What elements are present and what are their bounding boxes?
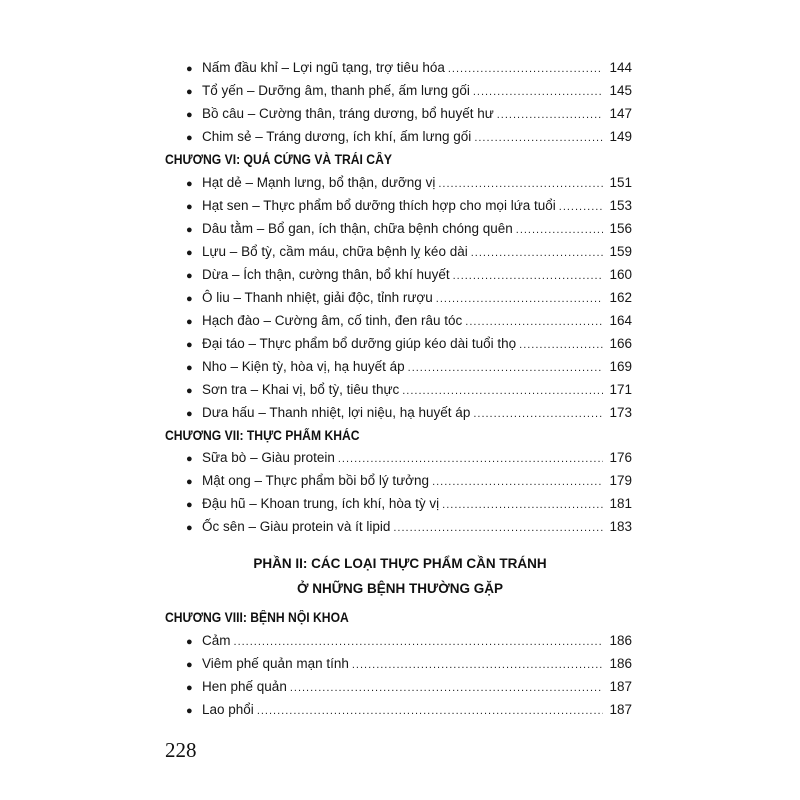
toc-entry <box>186 80 632 102</box>
part-heading-line2: Ở NHỮNG BỆNH THƯỜNG GẶP <box>297 581 503 596</box>
entry-title: Hạt sen – Thực phẩm bổ dưỡng thích hợp cho mọi lứa tuổi <box>202 198 556 213</box>
toc-entry <box>186 379 632 401</box>
entry-title: Ô liu – Thanh nhiệt, giải độc, tỉnh rượu <box>202 290 433 305</box>
toc-entry <box>186 241 632 263</box>
dot-leader <box>473 403 603 425</box>
dot-leader <box>438 173 603 195</box>
entry-page: 147 <box>609 106 632 121</box>
entry-title: Lựu – Bổ tỳ, cầm máu, chữa bệnh lỵ kéo dài <box>202 244 468 259</box>
toc-entry <box>186 356 632 378</box>
page-number: 228 <box>165 738 197 762</box>
toc-entry <box>186 103 632 125</box>
bullet-icon: ● <box>186 659 193 671</box>
toc-entry <box>186 264 632 286</box>
dot-leader <box>352 654 603 676</box>
chapter-heading: CHƯƠNG VIII: BỆNH NỘI KHOA <box>165 610 349 625</box>
dot-leader <box>516 219 603 241</box>
entry-page: 187 <box>609 679 632 694</box>
entry-page: 171 <box>609 382 632 397</box>
dot-leader <box>465 311 603 333</box>
bullet-icon: ● <box>186 682 193 694</box>
dot-leader <box>559 196 603 218</box>
entry-page: 181 <box>609 496 632 511</box>
dot-leader <box>338 448 603 470</box>
entry-title: Nho – Kiện tỳ, hòa vị, hạ huyết áp <box>202 359 405 374</box>
part-heading-line1: PHẦN II: CÁC LOẠI THỰC PHẨM CẦN TRÁNH <box>253 556 547 571</box>
bullet-icon: ● <box>186 636 193 648</box>
bullet-icon: ● <box>186 201 193 213</box>
entry-page: 149 <box>609 129 632 144</box>
bullet-icon: ● <box>186 339 193 351</box>
toc-entry <box>186 470 632 492</box>
chapter-heading: CHƯƠNG VI: QUẢ CỨNG VÀ TRÁI CÂY <box>165 152 392 167</box>
entry-title: Hạch đào – Cường âm, cố tinh, đen râu tóc <box>202 313 463 328</box>
entry-title: Mật ong – Thực phẩm bồi bổ lý tưởng <box>202 473 430 488</box>
bullet-icon: ● <box>186 178 193 190</box>
entry-page: 173 <box>609 405 632 420</box>
dot-leader <box>497 104 603 126</box>
dot-leader <box>402 380 603 402</box>
entry-title: Nấm đầu khỉ – Lợi ngũ tạng, trợ tiêu hóa <box>202 60 445 75</box>
bullet-icon: ● <box>186 408 193 420</box>
entry-page: 186 <box>609 656 632 671</box>
entry-page: 144 <box>609 60 632 75</box>
entry-page: 176 <box>609 450 632 465</box>
bullet-icon: ● <box>186 316 193 328</box>
entry-title: Sữa bò – Giàu protein <box>202 450 335 465</box>
entry-title: Hạt dẻ – Mạnh lưng, bổ thận, dưỡng vị <box>202 175 436 190</box>
toc-entry <box>186 402 632 424</box>
bullet-icon: ● <box>186 86 193 98</box>
bullet-icon: ● <box>186 362 193 374</box>
bullet-icon: ● <box>186 499 193 511</box>
toc-entry <box>186 57 632 79</box>
toc-entry <box>186 195 632 217</box>
toc-entry <box>186 676 632 698</box>
entry-page: 187 <box>609 702 632 717</box>
entry-title: Dưa hấu – Thanh nhiệt, lợi niệu, hạ huyết áp <box>202 405 471 420</box>
bullet-icon: ● <box>186 293 193 305</box>
dot-leader <box>393 517 603 539</box>
toc-entry <box>186 172 632 194</box>
entry-page: 183 <box>609 519 632 534</box>
bullet-icon: ● <box>186 109 193 121</box>
bullet-icon: ● <box>186 247 193 259</box>
entry-page: 159 <box>609 244 632 259</box>
entry-title: Bồ câu – Cường thân, tráng dương, bổ huyết hư <box>202 106 494 121</box>
dot-leader <box>432 471 603 493</box>
bullet-icon: ● <box>186 522 193 534</box>
entry-title: Dừa – Ích thận, cường thân, bổ khí huyết <box>202 267 450 282</box>
bullet-icon: ● <box>186 453 193 465</box>
dot-leader <box>234 631 603 653</box>
bullet-icon: ● <box>186 705 193 717</box>
entry-title: Viêm phế quản mạn tính <box>202 656 349 671</box>
entry-page: 162 <box>609 290 632 305</box>
toc-entry <box>186 699 632 721</box>
bullet-icon: ● <box>186 270 193 282</box>
dot-leader <box>442 494 603 516</box>
entry-page: 169 <box>609 359 632 374</box>
entry-page: 186 <box>609 633 632 648</box>
entry-title: Tổ yến – Dưỡng âm, thanh phế, ấm lưng gối <box>202 83 470 98</box>
chapter-heading: CHƯƠNG VII: THỰC PHẨM KHÁC <box>165 428 360 443</box>
entry-title: Ốc sên – Giàu protein và ít lipid <box>202 519 391 534</box>
toc-entry <box>186 493 632 515</box>
entry-page: 160 <box>609 267 632 282</box>
toc-entry <box>186 310 632 332</box>
entry-page: 164 <box>609 313 632 328</box>
dot-leader <box>474 127 603 149</box>
toc-entry <box>186 447 632 469</box>
entry-page: 151 <box>609 175 632 190</box>
bullet-icon: ● <box>186 476 193 488</box>
bullet-icon: ● <box>186 63 193 75</box>
toc-entry <box>186 653 632 675</box>
bullet-icon: ● <box>186 385 193 397</box>
entry-title: Đậu hũ – Khoan trung, ích khí, hòa tỳ vị <box>202 496 440 511</box>
entry-page: 153 <box>609 198 632 213</box>
dot-leader <box>448 58 603 80</box>
entry-title: Hen phế quản <box>202 679 287 694</box>
dot-leader <box>257 700 603 722</box>
entry-title: Dâu tằm – Bổ gan, ích thận, chữa bệnh chóng quên <box>202 221 513 236</box>
dot-leader <box>408 357 603 379</box>
entry-page: 145 <box>609 83 632 98</box>
entry-title: Chim sẻ – Tráng dương, ích khí, ấm lưng gối <box>202 129 472 144</box>
entry-page: 156 <box>609 221 632 236</box>
dot-leader <box>290 677 603 699</box>
entry-title: Đại táo – Thực phẩm bổ dưỡng giúp kéo dài tuổi thọ <box>202 336 517 351</box>
entry-title: Sơn tra – Khai vị, bổ tỳ, tiêu thực <box>202 382 400 397</box>
entry-title: Lao phổi <box>202 702 254 717</box>
dot-leader <box>471 242 603 264</box>
dot-leader <box>453 265 603 287</box>
dot-leader <box>436 288 603 310</box>
toc-entry <box>186 287 632 309</box>
entry-page: 179 <box>609 473 632 488</box>
toc-entry <box>186 630 632 652</box>
dot-leader <box>473 81 603 103</box>
bullet-icon: ● <box>186 132 193 144</box>
entry-title: Cảm <box>202 633 231 648</box>
toc-entry <box>186 126 632 148</box>
toc-entry <box>186 516 632 538</box>
toc-entry <box>186 333 632 355</box>
dot-leader <box>519 334 603 356</box>
toc-entry <box>186 218 632 240</box>
entry-page: 166 <box>609 336 632 351</box>
bullet-icon: ● <box>186 224 193 236</box>
